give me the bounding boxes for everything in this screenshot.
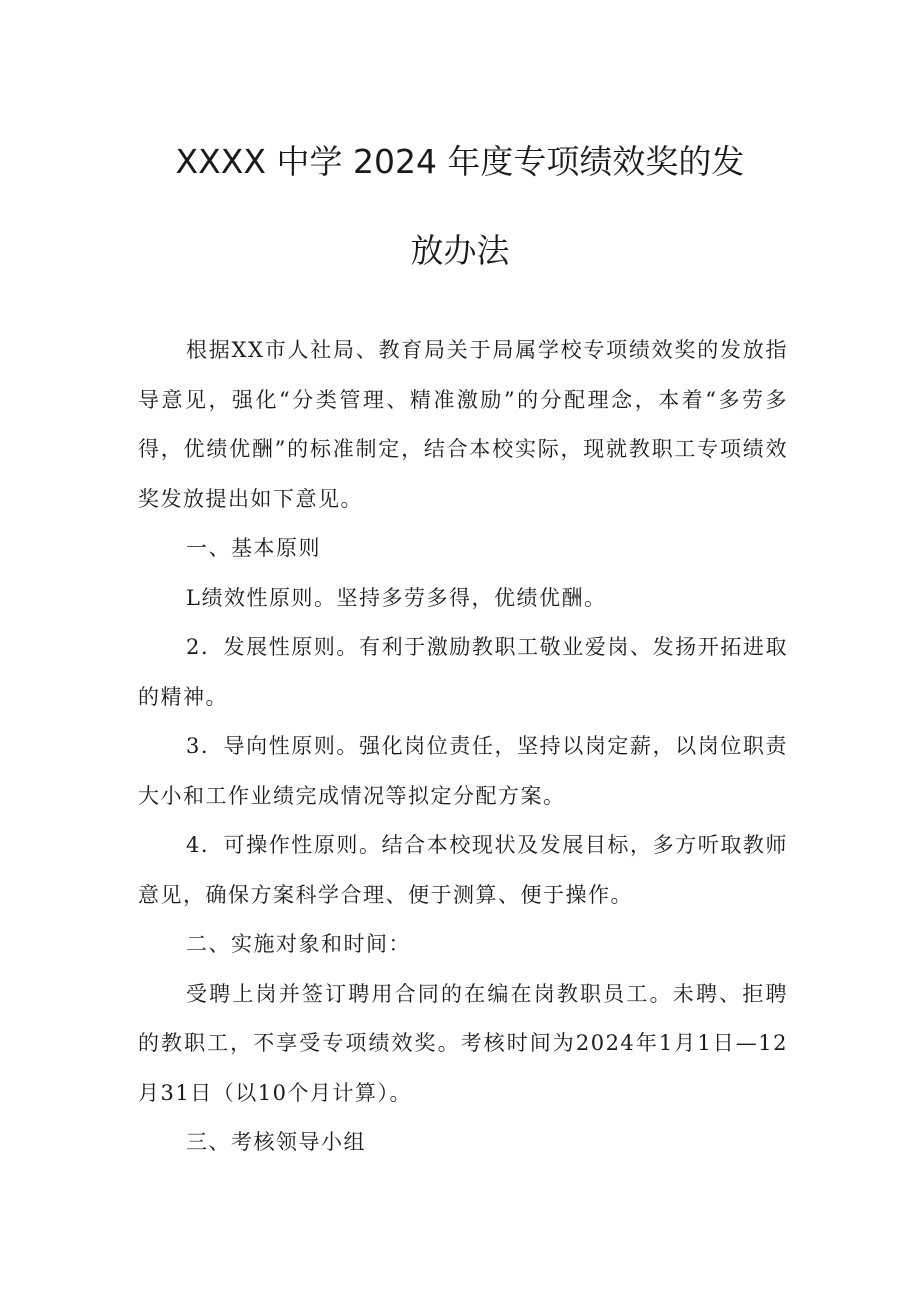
principle-item-1: L绩效性原则。坚持多劳多得，优绩优酬。 [186,585,607,610]
section-heading-targets: 二、实施对象和时间： [186,932,411,956]
intro-paragraph: 根据XX市人社局、教育局关于局属学校专项绩效奖的发放指导意见，强化“分类管理、精准激励”的分配理念，本着“多劳多得，优绩优酬”的标准制定，结合本校实际，现就教职工专项绩效奖发放提出如下意见。 [138,338,788,511]
section-heading-principles: 一、基本原则 [186,536,321,560]
section-heading-leadership: 三、考核领导小组 [186,1130,366,1154]
document-body [138,326,788,1168]
document-title-line-2: 放办法 [410,231,510,270]
principle-item-2: 2．发展性原则。有利于激励教职工敬业爱岗、发扬开拓进取的精神。 [138,635,788,709]
targets-paragraph: 受聘上岗并签订聘用合同的在编在岗教职员工。未聘、拒聘的教职工，不享受专项绩效奖。考核时间为2024年1月1日—12月31日（以10个月计算）。 [138,981,788,1105]
principle-item-4: 4．可操作性原则。结合本校现状及发展目标，多方听取教师意见，确保方案科学合理、便于测算、便于操作。 [138,833,788,907]
principle-item-3: 3．导向性原则。强化岗位责任，坚持以岗定薪，以岗位职责大小和工作业绩完成情况等拟定分配方案。 [138,734,788,808]
document-title-line-1: XXXX 中学 2024 年度专项绩效奖的发 [175,142,745,181]
